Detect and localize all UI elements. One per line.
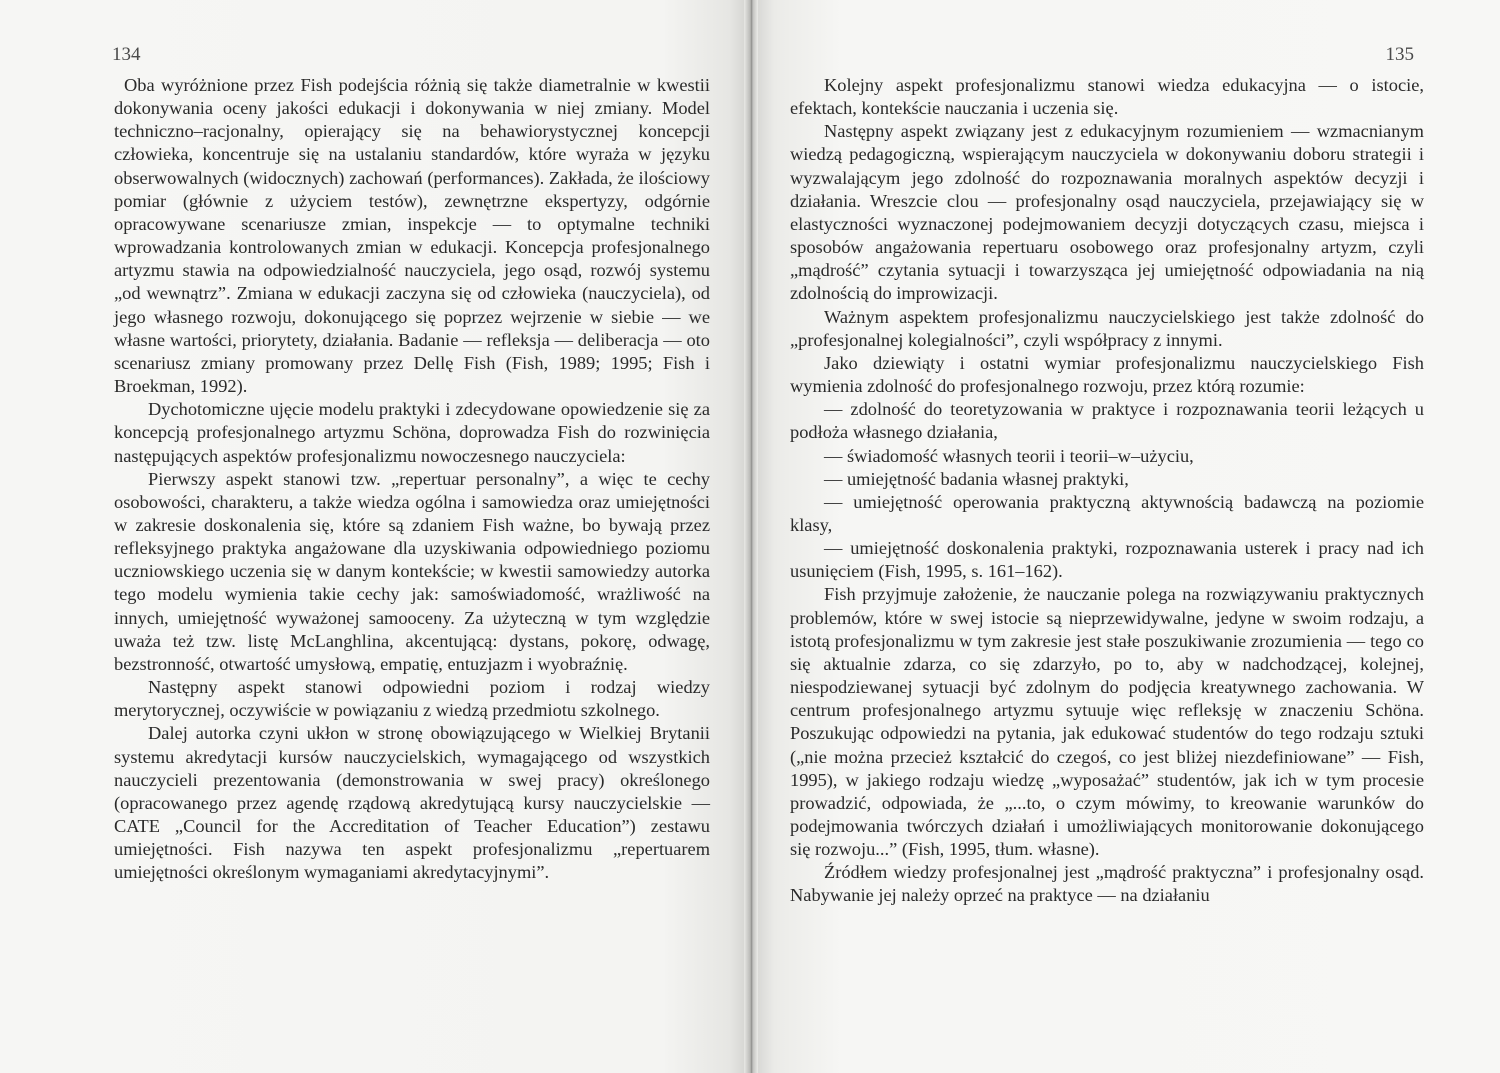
- right-page: [752, 0, 1500, 1073]
- paragraph: Następny aspekt stanowi odpowiedni poziom i rodzaj wiedzy merytorycznej, oczywiście w powiązaniu z wiedzą przedmiotu szkolnego.: [114, 677, 710, 721]
- page-number: 134: [112, 44, 141, 65]
- list-item: — umiejętność doskonalenia praktyki, rozpoznawania usterek i pracy nad ich usunięciem (Fish, 1995, s. 161–162).: [790, 538, 1424, 582]
- paragraph: Ważnym aspektem profesjonalizmu nauczycielskiego jest także zdolność do „profesjonalnej kolegialności”, czyli współpracy z innymi.: [790, 306, 1424, 350]
- paragraph: Fish przyjmuje założenie, że nauczanie polega na rozwiązywaniu praktycznych problemów, które w swej istocie są nieprzewidywalne, jedyne w swoim rodzaju, a istotą profesjonalizmu w tym zakresie jest stałe poszukiwanie zrozumienia — tego co się aktualnie zdarza, co się zdarzyło, po to, aby w nadchodzącej, kolejnej, niespodziewanej sytuacji być zdolnym do podjęcia kreatywnego zachowania. W centrum profesjonalnego artyzmu sytuuje więc refleksję w znaczeniu Schöna. Poszukując odpowiedzi na pytania, jak edukować studentów do tego rodzaju sztuki („nie można przecież kształcić do czegoś, co jest bliżej niezdefiniowane” — Fish, 1995), w jakiego rodzaju wiedzę „wyposażać” studentów, jak ich w tym procesie prowadzić, odpowiada, że „...to, o czym mówimy, to kreowanie warunków do podejmowania twórczych działań i umożliwiających monitorowanie dokonującego się rozwoju...” (Fish, 1995, tłum. własne).: [790, 584, 1424, 860]
- paragraph: Jako dziewiąty i ostatni wymiar profesjonalizmu nauczycielskiego Fish wymienia zdolność do profesjonalnego rozwoju, przez którą rozumie:: [790, 352, 1424, 397]
- paragraph: Następny aspekt związany jest z edukacyjnym rozumieniem — wzmacnianym wiedzą pedagogiczną, wspierającym nauczyciela w dokonywaniu doboru strategii i wyzwalającym jego zdolność do rozpoznawania moralnych aspektów decyzji i działania. Wreszcie clou — profesjonalny osąd nauczyciela, przejawiający się w elastyczności wyznaczonej podejmowaniem decyzji dotyczących czasu, miejsca i sposobów angażowania repertuaru osobowego oraz profesjonalny artyzm, czyli „mądrość” czytania sytuacji i towarzysząca jej umiejętność odpowiadania na nią zdolnością do improwizacji.: [790, 121, 1424, 304]
- list-item: — umiejętność operowania praktyczną aktywnością badawczą na poziomie klasy,: [790, 491, 1424, 535]
- paragraph: Dychotomiczne ujęcie modelu praktyki i zdecydowane opowiedzenie się za koncepcją profesjonalnego artyzmu Schöna, doprowadza Fish do rozwinięcia następujących aspektów profesjonalizmu nowoczesnego nauczyciela:: [114, 399, 710, 466]
- page-number: 135: [1385, 44, 1414, 65]
- list-item: — umiejętność badania własnej praktyki,: [824, 468, 1129, 489]
- list-item: — zdolność do teoretyzowania w praktyce i rozpoznawania teorii leżących u podłoża własnego działania,: [790, 399, 1424, 443]
- paragraph: Źródłem wiedzy profesjonalnej jest „mądrość praktyczna” i profesjonalny osąd. Nabywanie jej należy oprzeć na praktyce — na działaniu: [790, 862, 1424, 906]
- paragraph: Pierwszy aspekt stanowi tzw. „repertuar personalny”, a więc te cechy osobowości, charakteru, a także wiedza ogólna i samowiedza oraz umiejętności w zakresie doskonalenia się, które są zdaniem Fish ważne, bo bywają przez refleksyjnego praktyka angażowane dla uzyskiwania odpowiedniego poziomu uczniowskiego uczenia się w danym kontekście; w kwestii samowiedzy autorka tego modelu wymienia takie cechy jak: samoświadomość, wrażliwość na innych, umiejętność wyważonej samooceny. Za użyteczną w tym względzie uważa też tzw. listę McLanghlina, akcentującą: dystans, pokorę, odwagę, bezstronność, otwartość umysłową, empatię, entuzjazm i wyobraźnię.: [114, 468, 710, 674]
- book-gutter: [744, 0, 758, 1073]
- page-text: [790, 74, 1424, 908]
- page-text: [114, 74, 710, 884]
- paragraph: Kolejny aspekt profesjonalizmu stanowi wiedza edukacyjna — o istocie, efektach, kontekście nauczania i uczenia się.: [790, 75, 1424, 119]
- paragraph: Dalej autorka czyni ukłon w stronę obowiązującego w Wielkiej Brytanii systemu akredytacji kursów nauczycielskich, wymagającego od wszystkich nauczycieli prezentowania (demonstrowania w swej pracy) określonego (opracowanego przez agendę rządową akredytującą kursy nauczycielskie — CATE „Council for the Accreditation of Teacher Education”) zestawu umiejętności. Fish nazywa ten aspekt profesjonalizmu „repertuarem umiejętności określonym wymaganiami akredytacyjnymi”.: [114, 723, 710, 883]
- list-item: — świadomość własnych teorii i teorii–w–użyciu,: [824, 445, 1194, 466]
- paragraph: Oba wyróżnione przez Fish podejścia różnią się także diametralnie w kwestii dokonywania oceny jakości edukacji i dokonywania w niej zmiany. Model techniczno–racjonalny, opierający się na behawiorystycznej koncepcji człowieka, koncentruje się na ustalaniu standardów, które wyraża w języku obserwowalnych (widocznych) zachowań (performances). Zakłada, że ilościowy pomiar (głównie z użyciem testów), zewnętrzne ekspertyzy, odgórnie opracowywane scenariusze zmian, inspekcje — to optymalne techniki wprowadzania kontrolowanych zmian w edukacji. Koncepcja profesjonalnego artyzmu stawia na odpowiedzialność nauczyciela, jego osąd, rozwój systemu „od wewnątrz”. Zmiana w edukacji zaczyna się od człowieka (nauczyciela), od jego własnego rozwoju, dokonującego się poprzez wejrzenie w siebie — we własne wartości, priorytety, działania. Badanie — refleksja — deliberacja — oto scenariusz zmiany promowany przez Dellę Fish (Fish, 1989; 1995; Fish i Broekman, 1992).: [114, 75, 710, 397]
